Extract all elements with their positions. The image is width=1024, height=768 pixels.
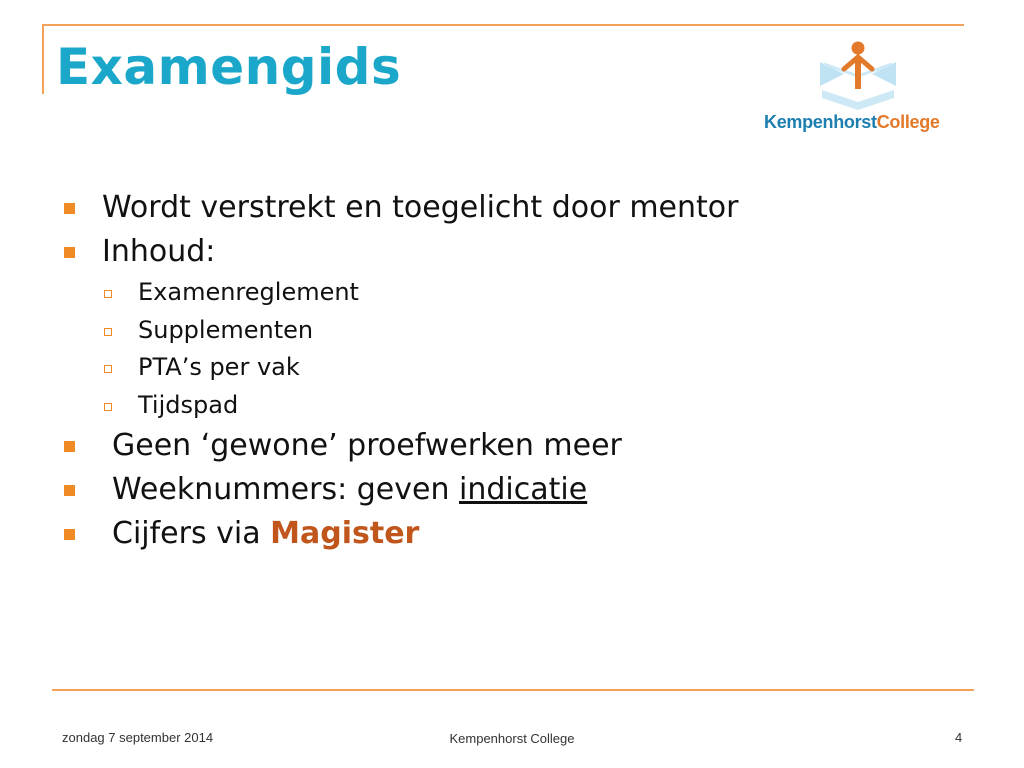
sub-bullet-text: PTA’s per vak bbox=[138, 353, 300, 381]
magister-highlight: Magister bbox=[270, 516, 420, 551]
top-frame-line bbox=[42, 24, 964, 26]
sub-bullet-text: Examenreglement bbox=[138, 278, 359, 306]
sub-bullet-item bbox=[60, 274, 980, 312]
kempenhorst-logo bbox=[764, 40, 960, 140]
square-bullet-icon bbox=[64, 485, 75, 496]
hollow-square-bullet-icon bbox=[104, 365, 112, 373]
logo-figure-icon bbox=[764, 40, 960, 110]
bullet-text: Wordt verstrekt en toegelicht door mentor bbox=[102, 190, 739, 225]
page-number: 4 bbox=[955, 730, 963, 745]
sub-bullet-text: Supplementen bbox=[138, 315, 314, 344]
hollow-square-bullet-icon bbox=[104, 403, 112, 411]
bullet-text: Cijfers via bbox=[112, 516, 271, 551]
square-bullet-icon bbox=[64, 247, 75, 258]
logo-text-college: College bbox=[876, 112, 940, 132]
hollow-square-bullet-icon bbox=[104, 328, 112, 336]
sub-bullet-item bbox=[60, 387, 980, 425]
logo-text-kempenhorst: Kempenhorst bbox=[764, 112, 877, 132]
footer-divider bbox=[52, 689, 974, 691]
slide-content bbox=[60, 186, 980, 556]
bullet-item bbox=[60, 424, 980, 468]
sub-bullet-item bbox=[60, 312, 980, 350]
bullet-text: Inhoud: bbox=[102, 234, 216, 269]
square-bullet-icon bbox=[64, 203, 75, 214]
square-bullet-icon bbox=[64, 441, 75, 452]
sub-bullet-text: Tijdspad bbox=[138, 390, 239, 419]
hollow-square-bullet-icon bbox=[104, 290, 112, 298]
footer-title: Kempenhorst College bbox=[449, 731, 575, 746]
bullet-text: Weeknummers: geven bbox=[112, 472, 459, 507]
slide-title: Examengids bbox=[56, 38, 402, 96]
footer-date: zondag 7 september 2014 bbox=[62, 730, 214, 745]
bullet-text: Geen ‘gewone’ proefwerken meer bbox=[112, 428, 622, 463]
square-bullet-icon bbox=[64, 529, 75, 540]
sub-bullet-item bbox=[60, 349, 980, 387]
left-frame-line bbox=[42, 24, 44, 94]
bullet-item bbox=[60, 186, 980, 230]
logo-text bbox=[764, 112, 940, 133]
bullet-item bbox=[60, 468, 980, 512]
bullet-item bbox=[60, 512, 980, 556]
indicatie-text: indicatie bbox=[459, 472, 588, 507]
bullet-item bbox=[60, 230, 980, 274]
